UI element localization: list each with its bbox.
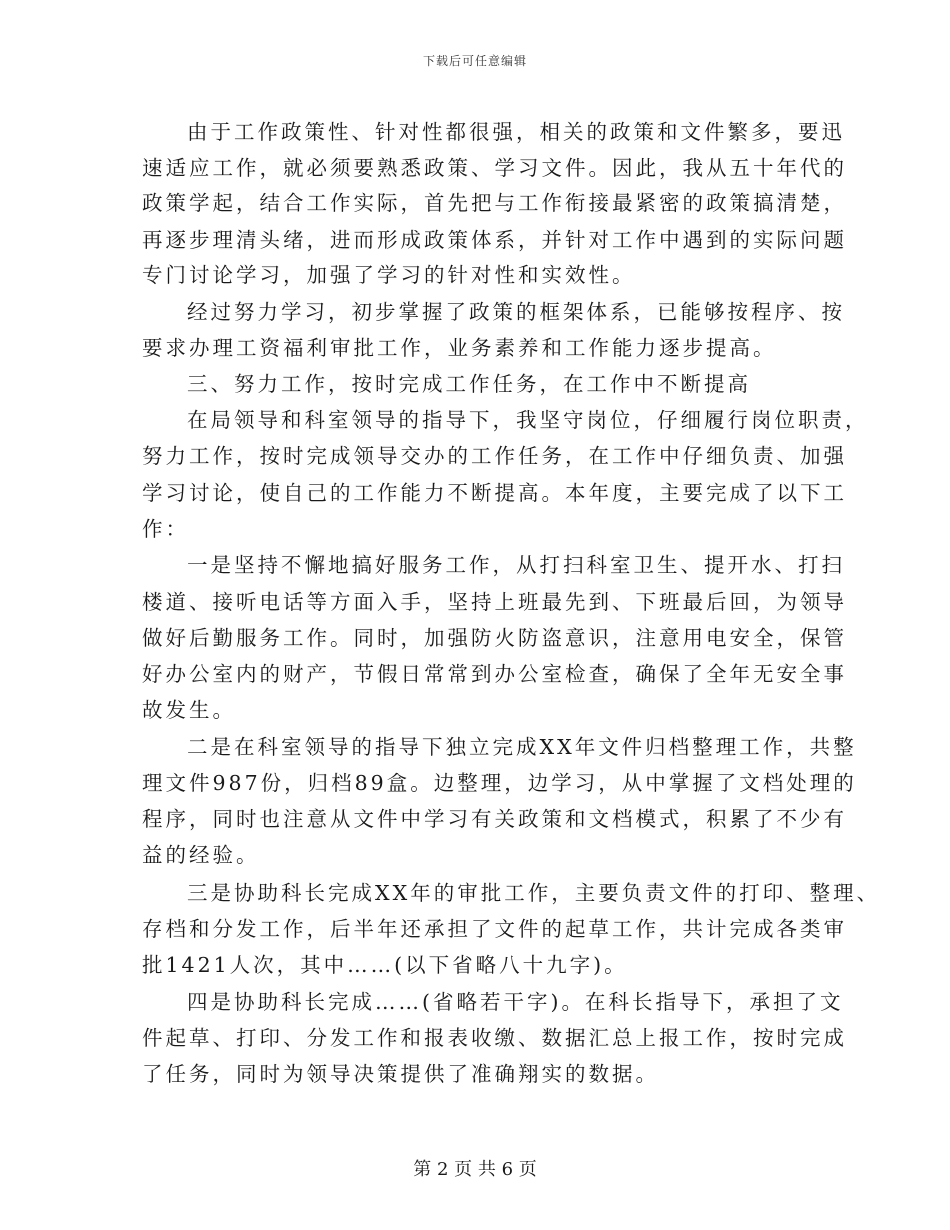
- body-line: 作：: [142, 517, 189, 541]
- body-line: 故发生。: [142, 698, 236, 722]
- body-line: 政策学起，结合工作实际，首先把与工作衔接最紧密的政策搞清楚，: [142, 191, 847, 215]
- body-line: 四是协助科长完成……(省略若干字)。在科长指导下，承担了文: [187, 990, 844, 1014]
- body-line: 件起草、打印、分发工作和报表收缴、数据汇总上报工作，按时完成: [142, 1026, 847, 1050]
- body-line: 专门讨论学习，加强了学习的针对性和实效性。: [142, 263, 636, 287]
- body-line: 做好后勤服务工作。同时，加强防火防盗意识，注意用电安全，保管: [142, 626, 847, 650]
- body-line: 理文件987份，归档89盒。边整理，边学习，从中掌握了文档处理的: [142, 771, 857, 795]
- body-line: 在局领导和科室领导的指导下，我坚守岗位，仔细履行岗位职责，: [187, 408, 869, 432]
- page-header: 下载后可任意编辑: [422, 54, 527, 68]
- body-line: 程序，同时也注意从文件中学习有关政策和文档模式，积累了不少有: [142, 807, 847, 831]
- body-line: 批1421人次，其中……(以下省略八十九字)。: [142, 953, 628, 977]
- body-line: 努力工作，按时完成领导交办的工作任务，在工作中仔细负责、加强: [142, 444, 847, 468]
- body-line: 二是在科室领导的指导下独立完成XX年文件归档整理工作，共整: [187, 735, 857, 759]
- body-line: 速适应工作，就必须要熟悉政策、学习文件。因此，我从五十年代的: [142, 156, 847, 180]
- body-line: 一是坚持不懈地搞好服务工作，从打扫科室卫生、提开水、打扫: [187, 553, 845, 577]
- body-line: 存档和分发工作，后半年还承担了文件的起草工作，共计完成各类审: [142, 917, 847, 941]
- body-line: 好办公室内的财产，节假日常常到办公室检查，确保了全年无安全事: [142, 662, 847, 686]
- body-line: 楼道、接听电话等方面入手，坚持上班最先到、下班最后回，为领导: [142, 590, 847, 614]
- body-line: 经过努力学习，初步掌握了政策的框架体系，已能够按程序、按: [187, 300, 845, 324]
- body-line: 由于工作政策性、针对性都很强，相关的政策和文件繁多，要迅: [187, 120, 845, 144]
- body-line: 益的经验。: [142, 843, 260, 867]
- body-line: 了任务，同时为领导决策提供了准确翔实的数据。: [142, 1062, 659, 1086]
- body-line: 学习讨论，使自己的工作能力不断提高。本年度，主要完成了以下工: [142, 481, 847, 505]
- body-line: 三、努力工作，按时完成工作任务，在工作中不断提高: [187, 372, 751, 396]
- page-footer: 第 2 页 共 6 页: [413, 1159, 537, 1180]
- body-line: 要求办理工资福利审批工作，业务素养和工作能力逐步提高。: [142, 336, 777, 360]
- body-line: 三是协助科长完成XX年的审批工作，主要负责文件的打印、整理、: [187, 881, 881, 905]
- body-line: 再逐步理清头绪，进而形成政策体系，并针对工作中遇到的实际问题: [142, 228, 847, 252]
